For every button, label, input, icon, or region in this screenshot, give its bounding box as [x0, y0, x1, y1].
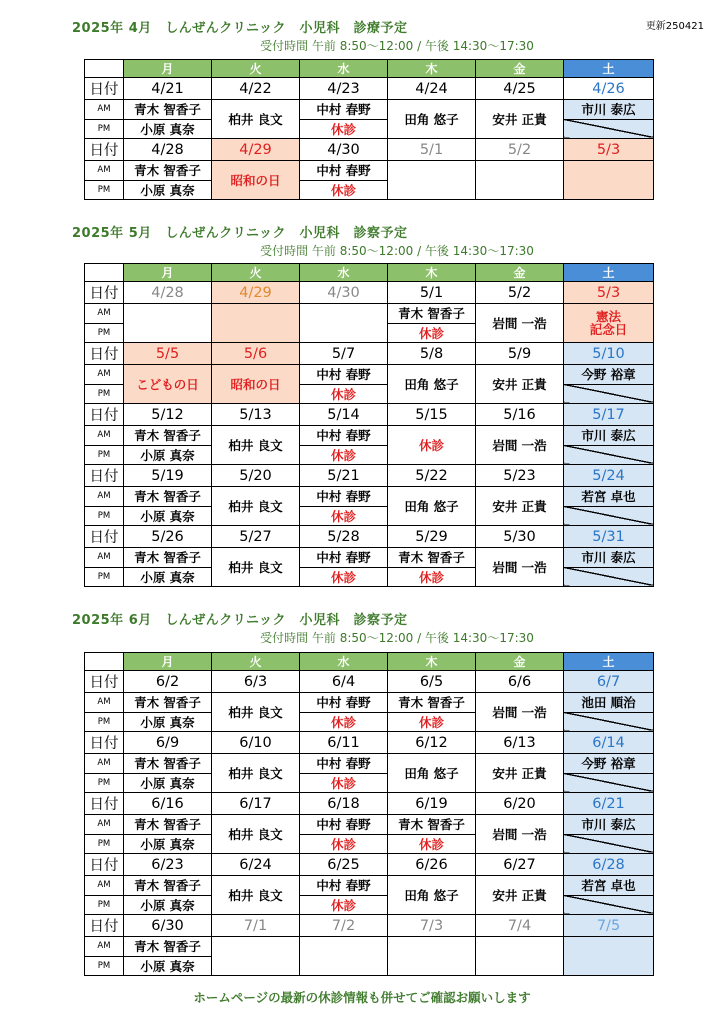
doctor-cell: 柏井 良文: [212, 548, 300, 587]
am-row: [85, 937, 654, 957]
date-cell: 6/18: [300, 793, 388, 815]
doctor-cell: 田角 悠子: [388, 754, 476, 793]
month-title: 2025年 6月 しんぜんクリニック 小児科 診察予定: [72, 613, 408, 628]
doctor-cell: 安井 正貴: [476, 487, 564, 526]
empty-cell: [300, 937, 388, 976]
date-cell: 5/27: [212, 526, 300, 548]
date-cell: 7/3: [388, 915, 476, 937]
doctor-cell: 青木 智香子: [388, 548, 476, 568]
date-cell: 7/1: [212, 915, 300, 937]
date-cell: 5/30: [476, 526, 564, 548]
doctor-cell: 中村 春野: [300, 161, 388, 181]
empty-cell: [564, 937, 654, 976]
date-row: [85, 465, 654, 487]
empty-cell: [124, 304, 212, 343]
day-wed: 水: [300, 264, 388, 282]
date-label: 日付: [85, 732, 124, 754]
doctor-cell: 小原 真奈: [124, 506, 212, 526]
doctor-cell: 青木 智香子: [124, 754, 212, 774]
am-label: AM: [85, 304, 124, 324]
doctor-cell: 小原 真奈: [124, 180, 212, 200]
date-cell: 5/9: [476, 343, 564, 365]
doctor-cell: 柏井 良文: [212, 754, 300, 793]
am-label: AM: [85, 426, 124, 446]
date-cell: 4/24: [388, 78, 476, 100]
holiday-cell: [564, 304, 654, 343]
am-row: [85, 426, 654, 446]
doctor-cell: 小原 真奈: [124, 956, 212, 976]
closed-cell: 休診: [388, 712, 476, 732]
closed-cell: 休診: [300, 445, 388, 465]
pm-label: PM: [85, 895, 124, 915]
doctor-cell: 岩間 一浩: [476, 693, 564, 732]
date-cell: 5/22: [388, 465, 476, 487]
pm-row: [85, 712, 654, 732]
am-row: [85, 161, 654, 181]
am-label: AM: [85, 365, 124, 385]
date-cell: 6/25: [300, 854, 388, 876]
reception-hours: 受付時間 午前 8:50～12:00 / 午後 14:30～17:30: [260, 244, 534, 258]
pm-label: PM: [85, 445, 124, 465]
date-cell: 5/21: [300, 465, 388, 487]
am-row: [85, 693, 654, 713]
date-cell: 6/11: [300, 732, 388, 754]
date-cell: 6/28: [564, 854, 654, 876]
pm-label: PM: [85, 180, 124, 200]
date-cell: 4/29: [212, 139, 300, 161]
pm-label: PM: [85, 712, 124, 732]
day-thu: 木: [388, 60, 476, 78]
am-label: AM: [85, 815, 124, 835]
doctor-cell: 青木 智香子: [124, 161, 212, 181]
no-pm-slash: [564, 712, 654, 732]
date-label: 日付: [85, 78, 124, 100]
am-row: [85, 365, 654, 385]
doctor-cell: 柏井 良文: [212, 487, 300, 526]
date-cell: 6/30: [124, 915, 212, 937]
date-label: 日付: [85, 793, 124, 815]
day-thu: 木: [388, 264, 476, 282]
date-cell: 7/4: [476, 915, 564, 937]
doctor-cell: 市川 泰広: [564, 815, 654, 835]
no-pm-slash: [564, 895, 654, 915]
doctor-cell: 柏井 良文: [212, 426, 300, 465]
pm-label: PM: [85, 567, 124, 587]
doctor-cell: 青木 智香子: [124, 100, 212, 120]
date-cell: 6/12: [388, 732, 476, 754]
day-tue: 火: [212, 60, 300, 78]
no-pm-slash: [564, 119, 654, 139]
date-row: [85, 404, 654, 426]
closed-cell: 休診: [300, 119, 388, 139]
date-label: 日付: [85, 915, 124, 937]
date-cell: 4/22: [212, 78, 300, 100]
holiday-cell: こどもの日: [124, 365, 212, 404]
date-cell: 5/6: [212, 343, 300, 365]
doctor-cell: 岩間 一浩: [476, 304, 564, 343]
holiday-line: 憲法: [595, 309, 621, 324]
date-cell: 5/12: [124, 404, 212, 426]
date-cell: 6/21: [564, 793, 654, 815]
day-wed: 水: [300, 653, 388, 671]
am-label: AM: [85, 754, 124, 774]
date-label: 日付: [85, 139, 124, 161]
date-cell: 6/14: [564, 732, 654, 754]
am-label: AM: [85, 937, 124, 957]
date-row: [85, 282, 654, 304]
doctor-cell: 小原 真奈: [124, 895, 212, 915]
date-cell: 5/20: [212, 465, 300, 487]
pm-label: PM: [85, 956, 124, 976]
updated-date: 更新250421: [645, 21, 704, 32]
date-cell: 7/5: [564, 915, 654, 937]
pm-row: [85, 834, 654, 854]
date-cell: 6/10: [212, 732, 300, 754]
doctor-cell: 池田 順治: [564, 693, 654, 713]
date-cell: 6/17: [212, 793, 300, 815]
doctor-cell: 中村 春野: [300, 487, 388, 507]
empty-cell: [388, 161, 476, 200]
date-row: [85, 915, 654, 937]
weekday-header-row: [85, 60, 654, 78]
empty-cell: [476, 937, 564, 976]
doctor-cell: 若宮 卓也: [564, 487, 654, 507]
day-sat: 土: [564, 653, 654, 671]
doctor-cell: 田角 悠子: [388, 365, 476, 404]
doctor-cell: 田角 悠子: [388, 487, 476, 526]
reception-hours: 受付時間 午前 8:50～12:00 / 午後 14:30～17:30: [260, 631, 534, 645]
doctor-cell: 小原 真奈: [124, 773, 212, 793]
no-pm-slash: [564, 506, 654, 526]
date-cell: 5/19: [124, 465, 212, 487]
doctor-cell: 中村 春野: [300, 754, 388, 774]
pm-label: PM: [85, 323, 124, 343]
date-cell: 5/8: [388, 343, 476, 365]
date-row: [85, 139, 654, 161]
pm-row: [85, 506, 654, 526]
date-cell: 5/23: [476, 465, 564, 487]
closed-cell: 休診: [388, 426, 476, 465]
date-cell: 4/29: [212, 282, 300, 304]
date-cell: 5/28: [300, 526, 388, 548]
date-cell: 5/13: [212, 404, 300, 426]
no-pm-slash: [564, 384, 654, 404]
date-cell: 5/17: [564, 404, 654, 426]
date-cell: 6/7: [564, 671, 654, 693]
am-label: AM: [85, 487, 124, 507]
date-row: [85, 732, 654, 754]
weekday-label: 曜日: [85, 60, 124, 78]
am-label: AM: [85, 876, 124, 896]
date-label: 日付: [85, 465, 124, 487]
pm-row: [85, 119, 654, 139]
day-sat: 土: [564, 60, 654, 78]
date-cell: 4/21: [124, 78, 212, 100]
date-cell: 4/30: [300, 139, 388, 161]
date-cell: 6/23: [124, 854, 212, 876]
am-row: [85, 548, 654, 568]
pm-label: PM: [85, 119, 124, 139]
doctor-cell: 安井 正貴: [476, 100, 564, 139]
am-label: AM: [85, 100, 124, 120]
april-schedule-table: [84, 59, 654, 200]
closed-cell: 休診: [300, 773, 388, 793]
date-cell: 5/2: [476, 282, 564, 304]
date-label: 日付: [85, 282, 124, 304]
doctor-cell: 中村 春野: [300, 100, 388, 120]
am-label: AM: [85, 548, 124, 568]
doctor-cell: 今野 裕章: [564, 754, 654, 774]
doctor-cell: 柏井 良文: [212, 100, 300, 139]
date-row: [85, 793, 654, 815]
date-cell: 6/19: [388, 793, 476, 815]
date-cell: 6/5: [388, 671, 476, 693]
date-cell: 6/4: [300, 671, 388, 693]
am-row: [85, 876, 654, 896]
am-row: [85, 754, 654, 774]
date-cell: 6/13: [476, 732, 564, 754]
date-cell: 5/26: [124, 526, 212, 548]
date-label: 日付: [85, 671, 124, 693]
date-cell: 5/14: [300, 404, 388, 426]
date-cell: 4/28: [124, 282, 212, 304]
holiday-cell: 昭和の日: [212, 161, 300, 200]
date-cell: 4/26: [564, 78, 654, 100]
date-cell: 5/10: [564, 343, 654, 365]
date-cell: 4/30: [300, 282, 388, 304]
am-row: [85, 100, 654, 120]
date-row: [85, 526, 654, 548]
day-wed: 水: [300, 60, 388, 78]
doctor-cell: 田角 悠子: [388, 100, 476, 139]
am-label: AM: [85, 693, 124, 713]
date-label: 日付: [85, 343, 124, 365]
doctor-cell: 中村 春野: [300, 426, 388, 446]
date-cell: 5/3: [564, 282, 654, 304]
pm-label: PM: [85, 384, 124, 404]
june-schedule-table: [84, 652, 654, 976]
doctor-cell: 今野 裕章: [564, 365, 654, 385]
closed-cell: 休診: [300, 180, 388, 200]
doctor-cell: 安井 正貴: [476, 876, 564, 915]
pm-label: PM: [85, 506, 124, 526]
weekday-label: 曜日: [85, 264, 124, 282]
doctor-cell: 若宮 卓也: [564, 876, 654, 896]
closed-cell: 休診: [300, 834, 388, 854]
doctor-cell: 柏井 良文: [212, 815, 300, 854]
date-cell: 5/31: [564, 526, 654, 548]
doctor-cell: 中村 春野: [300, 548, 388, 568]
doctor-cell: 柏井 良文: [212, 693, 300, 732]
day-tue: 火: [212, 264, 300, 282]
day-fri: 金: [476, 264, 564, 282]
date-label: 日付: [85, 526, 124, 548]
may-schedule-table: [84, 263, 654, 587]
june-heading: [72, 612, 642, 646]
day-sat: 土: [564, 264, 654, 282]
doctor-cell: 中村 春野: [300, 815, 388, 835]
may-heading: [72, 225, 642, 259]
weekday-label: 曜日: [85, 653, 124, 671]
date-cell: 5/1: [388, 282, 476, 304]
date-cell: 6/9: [124, 732, 212, 754]
doctor-cell: 柏井 良文: [212, 876, 300, 915]
date-cell: 6/6: [476, 671, 564, 693]
date-cell: 5/7: [300, 343, 388, 365]
date-cell: 5/15: [388, 404, 476, 426]
closed-cell: 休診: [388, 567, 476, 587]
april-heading: [72, 20, 642, 54]
date-cell: 5/16: [476, 404, 564, 426]
closed-cell: 休診: [388, 834, 476, 854]
closed-cell: 休診: [300, 895, 388, 915]
doctor-cell: 青木 智香子: [124, 548, 212, 568]
doctor-cell: 安井 正貴: [476, 365, 564, 404]
weekday-header-row: [85, 653, 654, 671]
empty-cell: [300, 304, 388, 343]
closed-cell: 休診: [300, 384, 388, 404]
am-row: [85, 487, 654, 507]
date-row: [85, 854, 654, 876]
date-row: [85, 343, 654, 365]
doctor-cell: 岩間 一浩: [476, 815, 564, 854]
doctor-cell: 小原 真奈: [124, 567, 212, 587]
date-label: 日付: [85, 854, 124, 876]
day-mon: 月: [124, 60, 212, 78]
pm-row: [85, 567, 654, 587]
doctor-cell: 岩間 一浩: [476, 426, 564, 465]
footer-note: ホームページの最新の休診情報も併せてご確認お願いします: [193, 990, 531, 1005]
date-cell: 6/20: [476, 793, 564, 815]
closed-cell: 休診: [388, 323, 476, 343]
date-cell: 5/29: [388, 526, 476, 548]
date-label: 日付: [85, 404, 124, 426]
date-cell: 7/2: [300, 915, 388, 937]
pm-label: PM: [85, 834, 124, 854]
no-pm-slash: [564, 567, 654, 587]
doctor-cell: 青木 智香子: [124, 487, 212, 507]
closed-cell: 休診: [300, 712, 388, 732]
empty-cell: [212, 304, 300, 343]
month-title: 2025年 4月 しんぜんクリニック 小児科 診療予定: [72, 21, 408, 36]
date-cell: 6/26: [388, 854, 476, 876]
date-cell: 6/2: [124, 671, 212, 693]
date-cell: 6/24: [212, 854, 300, 876]
date-cell: 5/1: [388, 139, 476, 161]
closed-cell: 休診: [300, 506, 388, 526]
date-cell: 5/24: [564, 465, 654, 487]
doctor-cell: 岩間 一浩: [476, 548, 564, 587]
empty-cell: [476, 161, 564, 200]
pm-row: [85, 773, 654, 793]
doctor-cell: 小原 真奈: [124, 119, 212, 139]
doctor-cell: 青木 智香子: [388, 304, 476, 324]
doctor-cell: 小原 真奈: [124, 834, 212, 854]
date-cell: 4/23: [300, 78, 388, 100]
doctor-cell: 市川 泰広: [564, 548, 654, 568]
am-row: [85, 304, 654, 324]
doctor-cell: 青木 智香子: [124, 693, 212, 713]
doctor-cell: 小原 真奈: [124, 445, 212, 465]
day-fri: 金: [476, 60, 564, 78]
doctor-cell: 中村 春野: [300, 876, 388, 896]
doctor-cell: 中村 春野: [300, 693, 388, 713]
pm-row: [85, 445, 654, 465]
date-cell: 5/5: [124, 343, 212, 365]
doctor-cell: 青木 智香子: [124, 815, 212, 835]
reception-hours: 受付時間 午前 8:50～12:00 / 午後 14:30～17:30: [260, 39, 534, 53]
doctor-cell: 青木 智香子: [124, 937, 212, 957]
am-row: [85, 815, 654, 835]
date-cell: 6/27: [476, 854, 564, 876]
closed-cell: 休診: [300, 567, 388, 587]
empty-cell: [212, 937, 300, 976]
date-cell: 5/3: [564, 139, 654, 161]
date-cell: 5/2: [476, 139, 564, 161]
holiday-cell: 昭和の日: [212, 365, 300, 404]
month-title: 2025年 5月 しんぜんクリニック 小児科 診察予定: [72, 226, 408, 241]
pm-label: PM: [85, 773, 124, 793]
no-pm-slash: [564, 834, 654, 854]
date-cell: 4/25: [476, 78, 564, 100]
holiday-cell: [564, 161, 654, 200]
pm-row: [85, 895, 654, 915]
empty-cell: [388, 937, 476, 976]
holiday-line: 記念日: [589, 322, 628, 337]
weekday-header-row: [85, 264, 654, 282]
doctor-cell: 市川 泰広: [564, 100, 654, 120]
date-cell: 4/28: [124, 139, 212, 161]
doctor-cell: 田角 悠子: [388, 876, 476, 915]
no-pm-slash: [564, 445, 654, 465]
doctor-cell: 安井 正貴: [476, 754, 564, 793]
date-row: [85, 671, 654, 693]
doctor-cell: 中村 春野: [300, 365, 388, 385]
day-thu: 木: [388, 653, 476, 671]
day-fri: 金: [476, 653, 564, 671]
date-cell: 6/3: [212, 671, 300, 693]
day-tue: 火: [212, 653, 300, 671]
date-cell: 6/16: [124, 793, 212, 815]
am-label: AM: [85, 161, 124, 181]
no-pm-slash: [564, 773, 654, 793]
day-mon: 月: [124, 264, 212, 282]
doctor-cell: 小原 真奈: [124, 712, 212, 732]
doctor-cell: 市川 泰広: [564, 426, 654, 446]
day-mon: 月: [124, 653, 212, 671]
doctor-cell: 青木 智香子: [124, 426, 212, 446]
doctor-cell: 青木 智香子: [388, 693, 476, 713]
doctor-cell: 青木 智香子: [124, 876, 212, 896]
date-row: [85, 78, 654, 100]
doctor-cell: 青木 智香子: [388, 815, 476, 835]
